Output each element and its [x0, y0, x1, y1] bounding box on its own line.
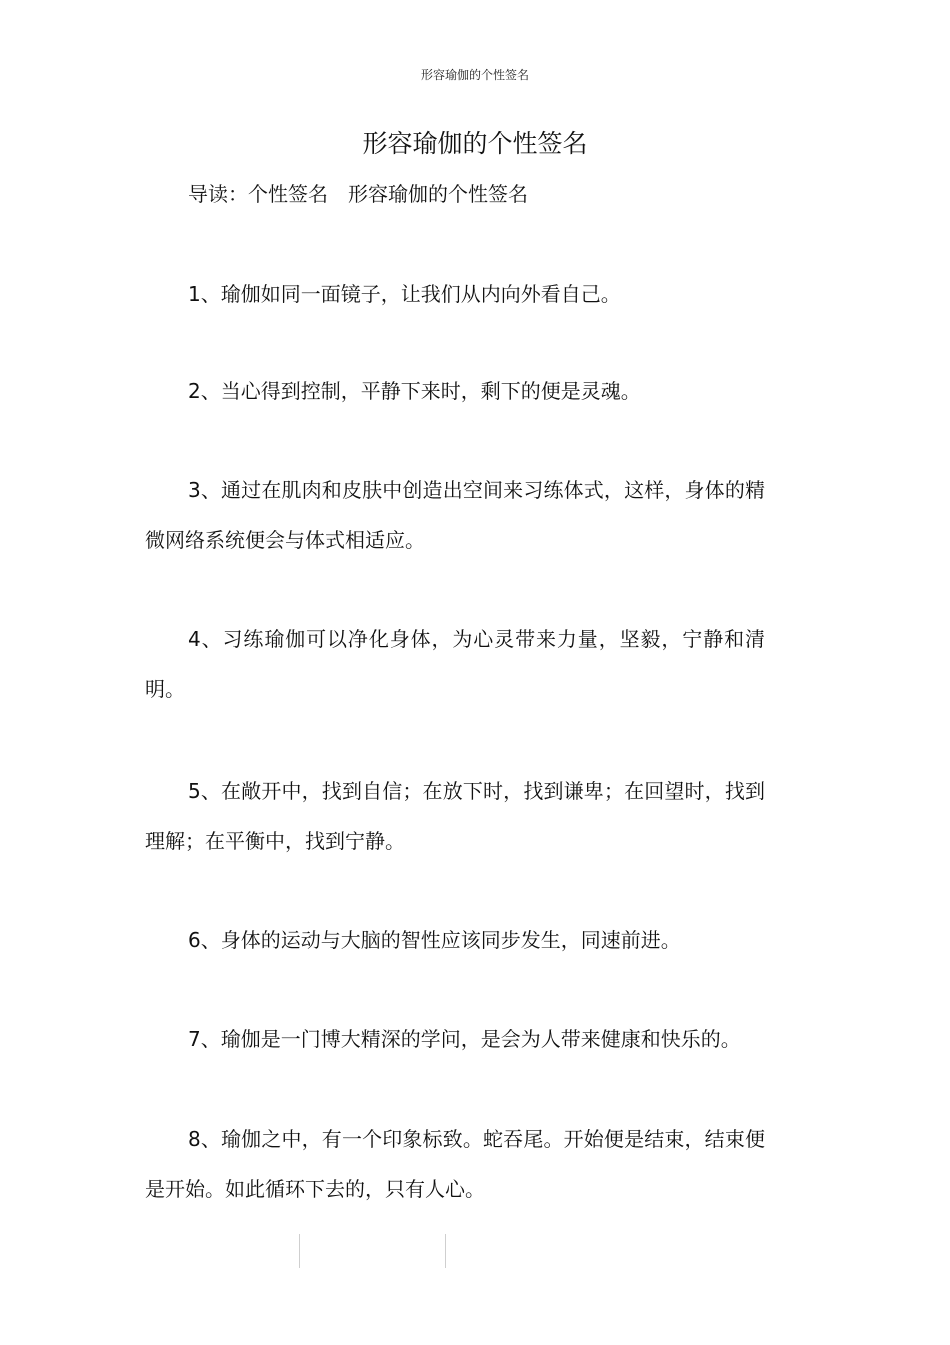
list-item: 5、在敞开中，找到自信；在放下时，找到谦卑；在回望时，找到理解；在平衡中，找到宁静。: [145, 779, 765, 853]
document-title: 形容瑜伽的个性签名: [362, 129, 588, 158]
footer-divider: [299, 1234, 300, 1268]
list-item: 8、瑜伽之中，有一个印象标致。蛇吞尾。开始便是结束，结束便是开始。如此循环下去的，只有人心。: [145, 1127, 765, 1201]
document-intro: 导读：个性签名 形容瑜伽的个性签名: [188, 182, 528, 206]
list-item: 1、瑜伽如同一面镜子，让我们从内向外看自己。: [188, 282, 621, 306]
list-item: 6、身体的运动与大脑的智性应该同步发生，同速前进。: [188, 928, 681, 952]
list-item: 3、通过在肌肉和皮肤中创造出空间来习练体式，这样，身体的精微网络系统便会与体式相适应。: [145, 478, 765, 552]
list-item: 7、瑜伽是一门博大精深的学问，是会为人带来健康和快乐的。: [188, 1027, 741, 1051]
list-item: 4、习练瑜伽可以净化身体，为心灵带来力量，坚毅，宁静和清明。: [145, 627, 765, 701]
list-item: 2、当心得到控制，平静下来时，剩下的便是灵魂。: [188, 379, 641, 403]
footer-divider: [445, 1234, 446, 1268]
running-header: 形容瑜伽的个性签名: [420, 68, 529, 82]
